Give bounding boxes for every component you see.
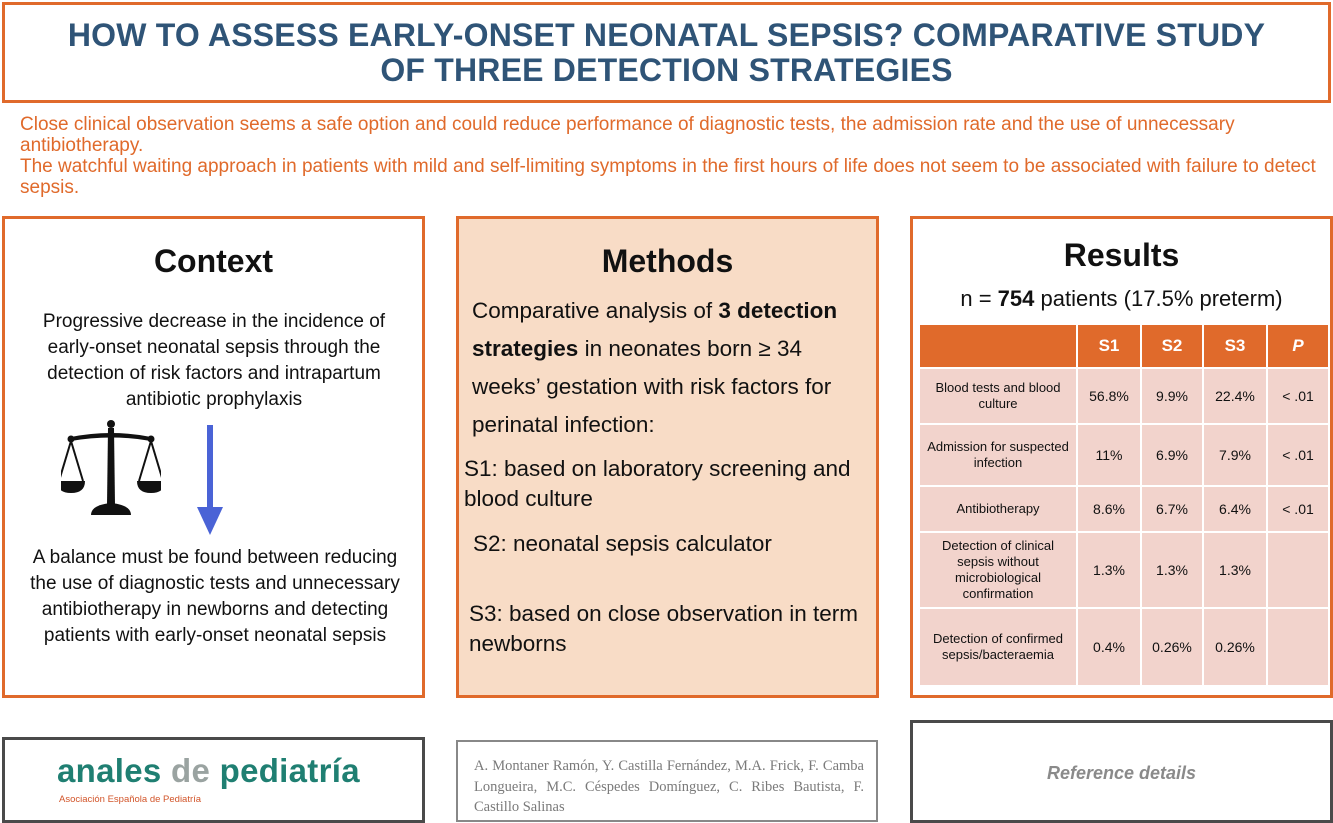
- methods-panel: [456, 216, 879, 698]
- cell-p: < .01: [1267, 486, 1329, 532]
- methods-strategy-s2: S2: neonatal sepsis calculator: [473, 531, 772, 556]
- cell-s2: 1.3%: [1141, 532, 1203, 608]
- methods-intro-bold: 3 detection strategies: [472, 298, 838, 361]
- journal-logo: [57, 752, 360, 790]
- journal-logo-subtitle: Asociación Española de Pediatría: [59, 794, 202, 805]
- title-box: [2, 2, 1331, 103]
- table-header-p: P: [1267, 324, 1329, 368]
- table-row: [919, 486, 1329, 532]
- table-row: [919, 608, 1329, 686]
- cell-p: < .01: [1267, 368, 1329, 424]
- logo-word-pediatria: pediatría: [210, 752, 360, 789]
- table-header-s3: S3: [1203, 324, 1267, 368]
- scales-icon: [61, 415, 161, 525]
- table-header-blank: [919, 324, 1077, 368]
- table-header-s1: S1: [1077, 324, 1141, 368]
- context-text-2: A balance must be found between reducing the use of diagnostic tests and unnecessary antibiotherapy in newborns and detecting patients with early-onset neonatal sepsis: [30, 547, 400, 646]
- cell-s3: 0.26%: [1203, 608, 1267, 686]
- table-header-row: [919, 324, 1329, 368]
- reference-box: [910, 720, 1333, 823]
- context-panel: [2, 216, 425, 698]
- context-text-1: Progressive decrease in the incidence of early-onset neonatal sepsis through the detection of risk factors and intrapartum antibiotic prophylaxis: [42, 311, 386, 410]
- cell-s3: 1.3%: [1203, 532, 1267, 608]
- journal-logo-box: [2, 737, 425, 823]
- conclusion-1: Close clinical observation seems a safe option and could reduce performance of diagnostic tests, the admission rate and the use of unnecessary antibiotherapy.: [20, 114, 1235, 156]
- cell-s3: 22.4%: [1203, 368, 1267, 424]
- methods-intro-start: Comparative analysis of: [472, 298, 719, 323]
- row-label: Detection of clinical sepsis without microbiological confirmation: [919, 532, 1077, 608]
- methods-heading: Methods: [601, 243, 734, 279]
- authors-box: [456, 740, 878, 822]
- results-n-value: 754: [997, 286, 1035, 311]
- cell-s1: 8.6%: [1077, 486, 1141, 532]
- table-header-s2: S2: [1141, 324, 1203, 368]
- context-heading: Context: [153, 243, 274, 279]
- cell-s1: 11%: [1077, 424, 1141, 486]
- page-title: HOW TO ASSESS EARLY-ONSET NEONATAL SEPSIS? COMPARATIVE STUDY OF THREE DETECTION STRATEGIES: [67, 16, 1266, 88]
- cell-s1: 0.4%: [1077, 608, 1141, 686]
- cell-s1: 1.3%: [1077, 532, 1141, 608]
- cell-p: [1267, 608, 1329, 686]
- methods-strategy-s1: S1: based on laboratory screening and blood culture: [464, 456, 851, 511]
- methods-intro: [472, 292, 872, 444]
- results-sample-size: [913, 286, 1330, 312]
- cell-s3: 6.4%: [1203, 486, 1267, 532]
- row-label: Detection of confirmed sepsis/bacteraemia: [919, 608, 1077, 686]
- reference-details: Reference details: [1046, 763, 1197, 783]
- results-heading: Results: [1063, 237, 1180, 273]
- row-label: Antibiotherapy: [919, 486, 1077, 532]
- results-n-prefix: n =: [960, 286, 998, 311]
- cell-s3: 7.9%: [1203, 424, 1267, 486]
- conclusion-2: The watchful waiting approach in patients with mild and self-limiting symptoms in the first hours of life does not seem to be associated with failure to detect sepsis.: [20, 156, 1316, 198]
- cell-s1: 56.8%: [1077, 368, 1141, 424]
- results-n-suffix: patients (17.5% preterm): [1034, 286, 1283, 311]
- conclusions: [20, 114, 1320, 198]
- table-row: [919, 368, 1329, 424]
- cell-s2: 9.9%: [1141, 368, 1203, 424]
- authors-text: A. Montaner Ramón, Y. Castilla Fernández, M.A. Frick, F. Camba Longueira, M.C. Céspedes Domínguez, C. Ribes Bautista, F. Castillo Salinas: [474, 758, 864, 815]
- table-row: [919, 532, 1329, 608]
- cell-s2: 6.7%: [1141, 486, 1203, 532]
- cell-p: [1267, 532, 1329, 608]
- row-label: Blood tests and blood culture: [919, 368, 1077, 424]
- arrow-down-icon: [195, 425, 225, 537]
- methods-strategy-s3: S3: based on close observation in term newborns: [469, 601, 858, 656]
- table-row: [919, 424, 1329, 486]
- logo-word-anales: anales: [57, 752, 172, 789]
- logo-word-de: de: [171, 752, 211, 789]
- cell-s2: 6.9%: [1141, 424, 1203, 486]
- cell-p: < .01: [1267, 424, 1329, 486]
- cell-s2: 0.26%: [1141, 608, 1203, 686]
- results-panel: [910, 216, 1333, 698]
- row-label: Admission for suspected infection: [919, 424, 1077, 486]
- results-table: [918, 323, 1330, 687]
- methods-intro-end: in neonates born ≥ 34 weeks’ gestation with risk factors for perinatal infection:: [472, 336, 832, 437]
